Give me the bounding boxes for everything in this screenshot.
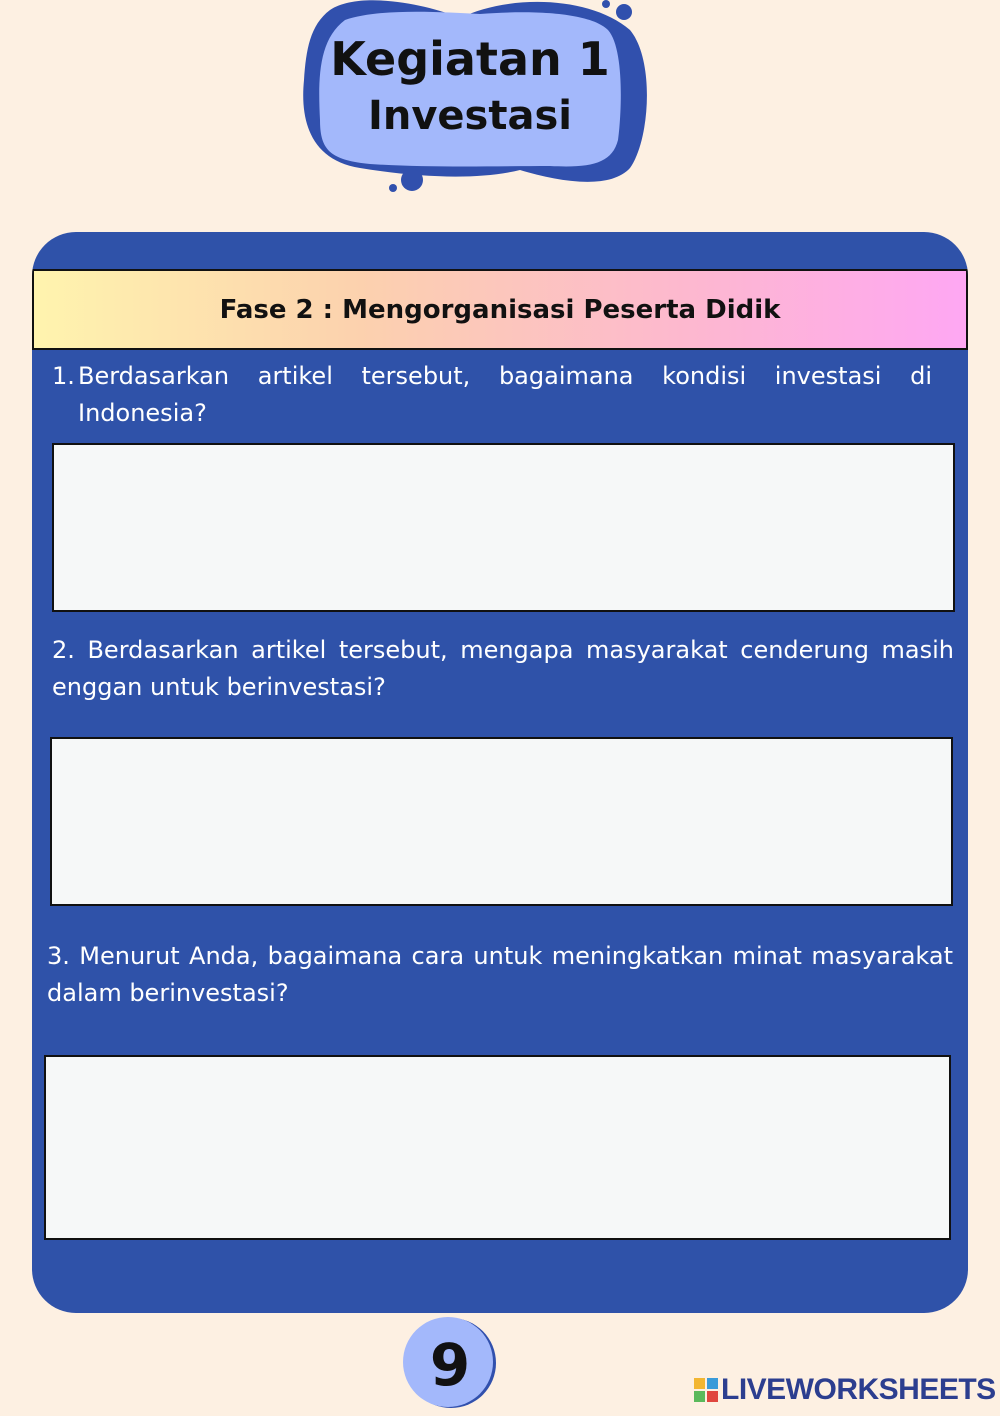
question-2: 2. Berdasarkan artikel tersebut, mengapa masyarakat cenderung masih enggan untuk berinvestasi? bbox=[52, 636, 954, 701]
question-3: 3. Menurut Anda, bagaimana cara untuk meningkatkan minat masyarakat dalam berinvestasi? bbox=[47, 942, 953, 1007]
brand-logo-icon bbox=[694, 1378, 718, 1402]
page-number: 9 bbox=[429, 1331, 471, 1399]
brand-watermark bbox=[694, 1372, 996, 1408]
answer-box-3[interactable] bbox=[44, 1055, 951, 1240]
question-1-number: 1. bbox=[52, 362, 75, 390]
activity-title bbox=[320, 32, 620, 139]
title-line-2: Investasi bbox=[367, 93, 572, 139]
brand-name: LIVEWORKSHEETS bbox=[721, 1373, 996, 1406]
question-1 bbox=[52, 358, 932, 432]
phase-banner: Fase 2 : Mengorganisasi Peserta Didik bbox=[32, 269, 968, 350]
title-line-1: Kegiatan 1 bbox=[330, 32, 610, 86]
answer-box-1[interactable] bbox=[52, 443, 955, 612]
answer-box-2[interactable] bbox=[50, 737, 953, 906]
question-1-text: Berdasarkan artikel tersebut, bagaimana kondisi investasi di Indonesia? bbox=[78, 362, 932, 427]
worksheet-panel bbox=[32, 232, 968, 1313]
